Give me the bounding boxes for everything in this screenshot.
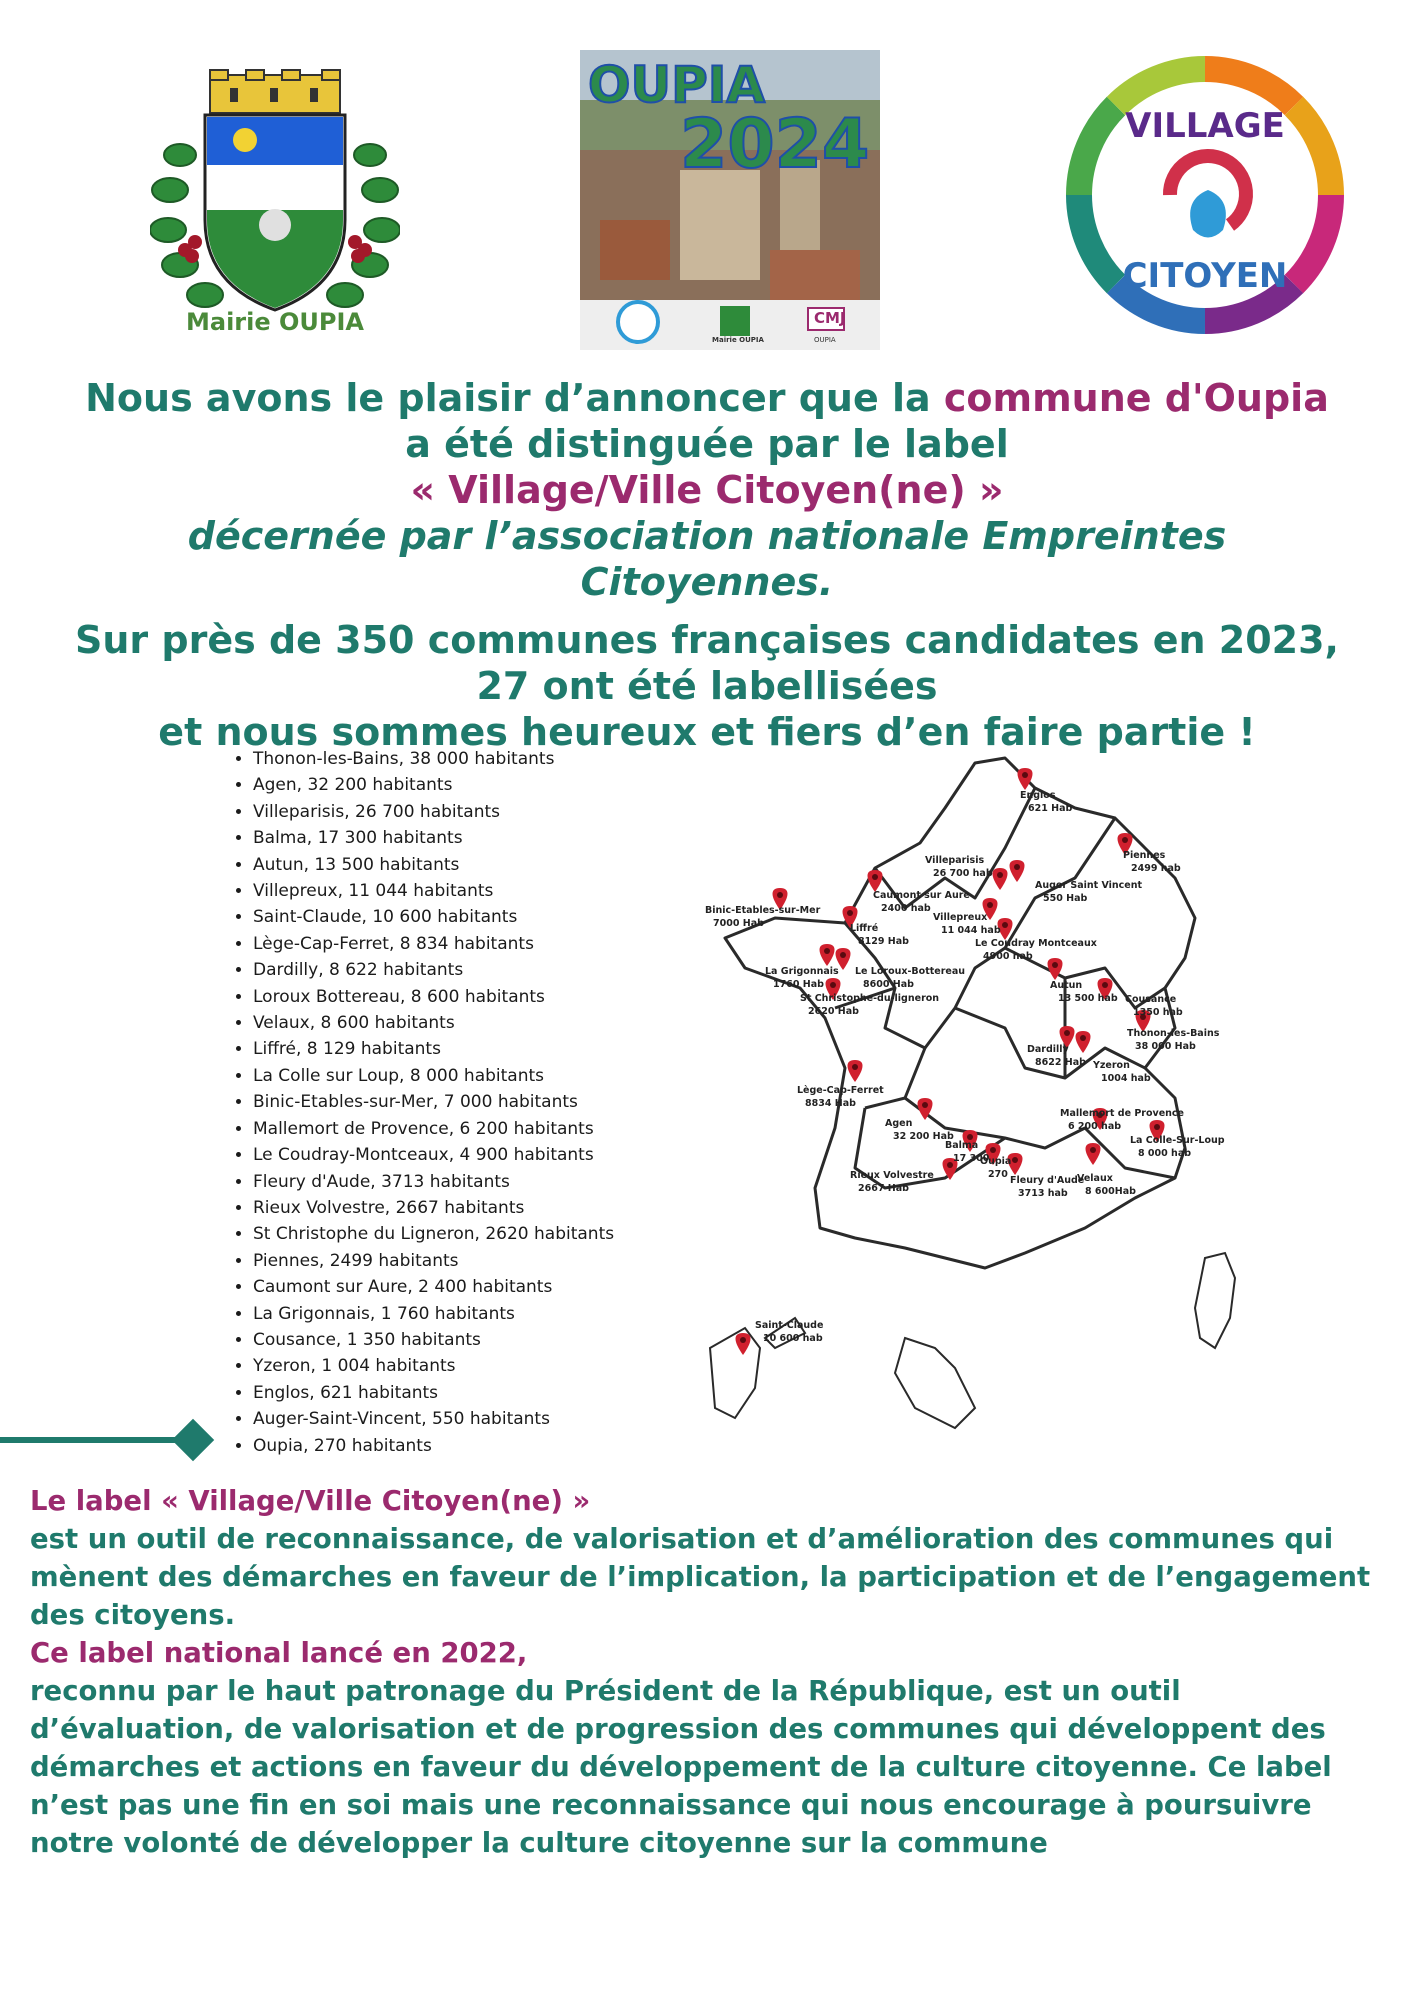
map-label-population: 4900 hab <box>983 951 1033 962</box>
map-label-name: Villepreux <box>933 912 988 923</box>
corsica-outline <box>1195 1253 1235 1348</box>
map-label-population: 2400 hab <box>881 903 931 914</box>
commune-list-item: • Fleury d'Aude, 3713 habitants <box>253 1169 713 1195</box>
commune-list-item: • Englos, 621 habitants <box>253 1380 713 1406</box>
oupia-title-text: OUPIA <box>588 56 766 114</box>
map-label-population: 8834 Hab <box>805 1098 856 1109</box>
map-label-population: 38 000 Hab <box>1135 1041 1196 1052</box>
commune-list-item: • Le Coudray-Montceaux, 4 900 habitants <box>253 1142 713 1168</box>
headline-line-1 <box>60 375 1354 421</box>
map-label-name: Lège-Cap-Ferret <box>797 1085 884 1096</box>
map-label-population: 8600 Hab <box>863 979 914 990</box>
oupia-footer-cmj-sub: OUPIA <box>814 336 836 344</box>
map-label-name: La Colle-Sur-Loup <box>1130 1135 1225 1146</box>
map-label-name: Liffré <box>850 923 879 934</box>
map-label-population: 2499 hab <box>1131 863 1181 874</box>
map-label-population: 270 <box>988 1169 1008 1180</box>
commune-list-item: • St Christophe du Ligneron, 2620 habitants <box>253 1221 713 1247</box>
map-label-population: 1004 hab <box>1101 1073 1151 1084</box>
village-citoyen-logo <box>1065 55 1345 335</box>
map-label-population: 8129 Hab <box>858 936 909 947</box>
map-label-population: 32 200 Hab <box>893 1131 954 1142</box>
map-label-name: Cousance <box>1125 994 1177 1005</box>
labelled-communes-list <box>218 746 713 1459</box>
commune-list-item: • Cousance, 1 350 habitants <box>253 1327 713 1353</box>
headline-commune-name: commune d'Oupia <box>943 376 1329 420</box>
map-pin-icon <box>1086 1143 1101 1165</box>
map-label-name: Saint-Claude <box>755 1320 824 1331</box>
village-logo-top-text: VILLAGE <box>1125 106 1285 146</box>
map-label-name: Thonon-les-Bains <box>1127 1028 1220 1039</box>
commune-list-item: • Loroux Bottereau, 8 600 habitants <box>253 984 713 1010</box>
map-label-name: Le Loroux-Bottereau <box>855 966 966 977</box>
map-label-name: Agen <box>885 1118 913 1129</box>
commune-list-item: • Binic-Etables-sur-Mer, 7 000 habitants <box>253 1089 713 1115</box>
map-label-population: 7000 Hab <box>713 918 764 929</box>
map-label-population: 2620 Hab <box>808 1006 859 1017</box>
headline-line-5: Sur près de 350 communes françaises candidates en 2023, <box>75 618 1339 662</box>
map-pin-icon <box>868 870 883 892</box>
commune-list-item: • Villepreux, 11 044 habitants <box>253 878 713 904</box>
commune-list-item: • Mallemort de Provence, 6 200 habitants <box>253 1116 713 1142</box>
label-description-2: reconnu par le haut patronage du Président de la République, est un outil d’évaluation, de valorisation et de progression des communes qui développent des démarches et actions en faveur du développement de la culture citoyenne. Ce label n’est pas une fin en soi mais une reconnaissance qui nous encourage à poursuivre notre volonté de développer la culture citoyenne sur la commune <box>30 1675 1332 1859</box>
map-label-population: 13 500 hab <box>1058 993 1118 1004</box>
commune-list-item: • Caumont sur Aure, 2 400 habitants <box>253 1274 713 1300</box>
map-label-name: Piennes <box>1123 850 1166 861</box>
headline-association: décernée par l’association nationale Empreintes Citoyennes. <box>187 514 1227 604</box>
decorative-arrow-icon <box>0 1415 220 1465</box>
map-pin-icon <box>848 1060 863 1082</box>
headline-line-2: a été distinguée par le label <box>405 422 1009 466</box>
headline-line-6: 27 ont été labellisées <box>476 664 938 708</box>
commune-list-item: • Liffré, 8 129 habitants <box>253 1036 713 1062</box>
map-label-population: 1350 hab <box>1133 1007 1183 1018</box>
label-description-1: est un outil de reconnaissance, de valorisation et d’amélioration des communes qui mènent des démarches en faveur de l’implication, la participation et de l’engagement des citoyens. <box>30 1523 1371 1631</box>
map-label-population: 8622 Hab <box>1035 1057 1086 1068</box>
map-label-name: Villeparisis <box>925 855 985 866</box>
label-description <box>30 1482 1380 1862</box>
headline-line-1-text: Nous avons le plaisir d’annoncer que la <box>85 376 944 420</box>
map-label-population: 26 700 hab <box>933 868 993 879</box>
commune-list-item: • Lège-Cap-Ferret, 8 834 habitants <box>253 931 713 957</box>
commune-list-item: • Velaux, 8 600 habitants <box>253 1010 713 1036</box>
label-title: Le label « Village/Ville Citoyen(ne) » <box>30 1485 591 1517</box>
map-label-name: Auger Saint Vincent <box>1035 880 1143 891</box>
announcement-headline <box>60 375 1354 755</box>
map-label-population: 8 000 hab <box>1138 1148 1192 1159</box>
commune-list-item: • La Grigonnais, 1 760 habitants <box>253 1301 713 1327</box>
commune-list-item: • Dardilly, 8 622 habitants <box>253 957 713 983</box>
map-label-name: Yzeron <box>1093 1060 1130 1071</box>
map-label-name: La Grigonnais <box>765 966 839 977</box>
france-map <box>705 748 1275 1448</box>
map-label-name: Velaux <box>1077 1173 1113 1184</box>
village-logo-bottom-text: CITOYEN <box>1122 256 1288 296</box>
map-label-name: Fleury d'Aude <box>1010 1175 1085 1186</box>
map-label-population: 8 600Hab <box>1085 1186 1136 1197</box>
label-launch-title: Ce label national lancé en 2022, <box>30 1637 528 1669</box>
map-label-name: Autun <box>1050 980 1083 991</box>
map-label-name: Binic-Etables-sur-Mer <box>705 905 821 916</box>
martinique-outline <box>895 1338 975 1428</box>
map-label-name: Balma <box>945 1140 979 1151</box>
map-label-population: 10 600 hab <box>763 1333 823 1344</box>
map-label-population: 550 Hab <box>1043 893 1088 904</box>
map-label-name: Englos <box>1020 790 1056 801</box>
oupia-2024-photo-logo <box>580 50 880 350</box>
commune-list-item: • Rieux Volvestre, 2667 habitants <box>253 1195 713 1221</box>
commune-list-item: • Yzeron, 1 004 habitants <box>253 1353 713 1379</box>
map-label-population: 11 044 hab <box>941 925 1001 936</box>
map-label-population: 1760 Hab <box>773 979 824 990</box>
commune-list-item: • Saint-Claude, 10 600 habitants <box>253 904 713 930</box>
map-label-name: Dardilly <box>1027 1044 1069 1055</box>
map-pin-icon <box>820 944 835 966</box>
commune-list-item: • Piennes, 2499 habitants <box>253 1248 713 1274</box>
map-pin-icon <box>1018 768 1033 790</box>
mairie-logo-caption: Mairie OUPIA <box>186 308 364 336</box>
commune-list-item: • Thonon-les-Bains, 38 000 habitants <box>253 746 713 772</box>
headline-label-name: « Village/Ville Citoyen(ne) » <box>410 468 1004 512</box>
map-pin-icon <box>736 1333 751 1355</box>
commune-list-item: • Autun, 13 500 habitants <box>253 852 713 878</box>
map-label-population: 6 200 hab <box>1068 1121 1122 1132</box>
commune-list-item: • Oupia, 270 habitants <box>253 1433 713 1459</box>
map-label-name: Mallemort de Provence <box>1060 1108 1184 1119</box>
headline-line-7: et nous sommes heureux et fiers d’en faire partie ! <box>158 710 1256 754</box>
commune-list-item: • Villeparisis, 26 700 habitants <box>253 799 713 825</box>
map-label-population: 621 Hab <box>1028 803 1073 814</box>
oupia-footer-mairie: Mairie OUPIA <box>712 336 764 344</box>
map-label-name: St Christophe-du-ligneron <box>800 993 940 1004</box>
oupia-footer-cmj: CMJ <box>814 309 846 327</box>
map-label-name: Rieux Volvestre <box>850 1170 934 1181</box>
mairie-coat-of-arms-logo <box>150 55 400 345</box>
map-label-population: 2667 Hab <box>858 1183 909 1194</box>
map-label-name: Oupia <box>980 1156 1012 1167</box>
oupia-year-text: 2024 <box>680 105 870 184</box>
map-pin-icon <box>1010 860 1025 882</box>
commune-list-item: • Agen, 32 200 habitants <box>253 772 713 798</box>
map-pin-icon <box>1076 1031 1091 1053</box>
commune-list-item: • Auger-Saint-Vincent, 550 habitants <box>253 1406 713 1432</box>
map-label-name: Le Coudray Montceaux <box>975 938 1097 949</box>
commune-list-item: • La Colle sur Loup, 8 000 habitants <box>253 1063 713 1089</box>
map-pin-icon <box>993 868 1008 890</box>
map-label-population: 3713 hab <box>1018 1188 1068 1199</box>
map-label-name: Caumont sur Aure <box>873 890 970 901</box>
map-label-population: 17 300 <box>953 1153 990 1164</box>
commune-list-item: • Balma, 17 300 habitants <box>253 825 713 851</box>
